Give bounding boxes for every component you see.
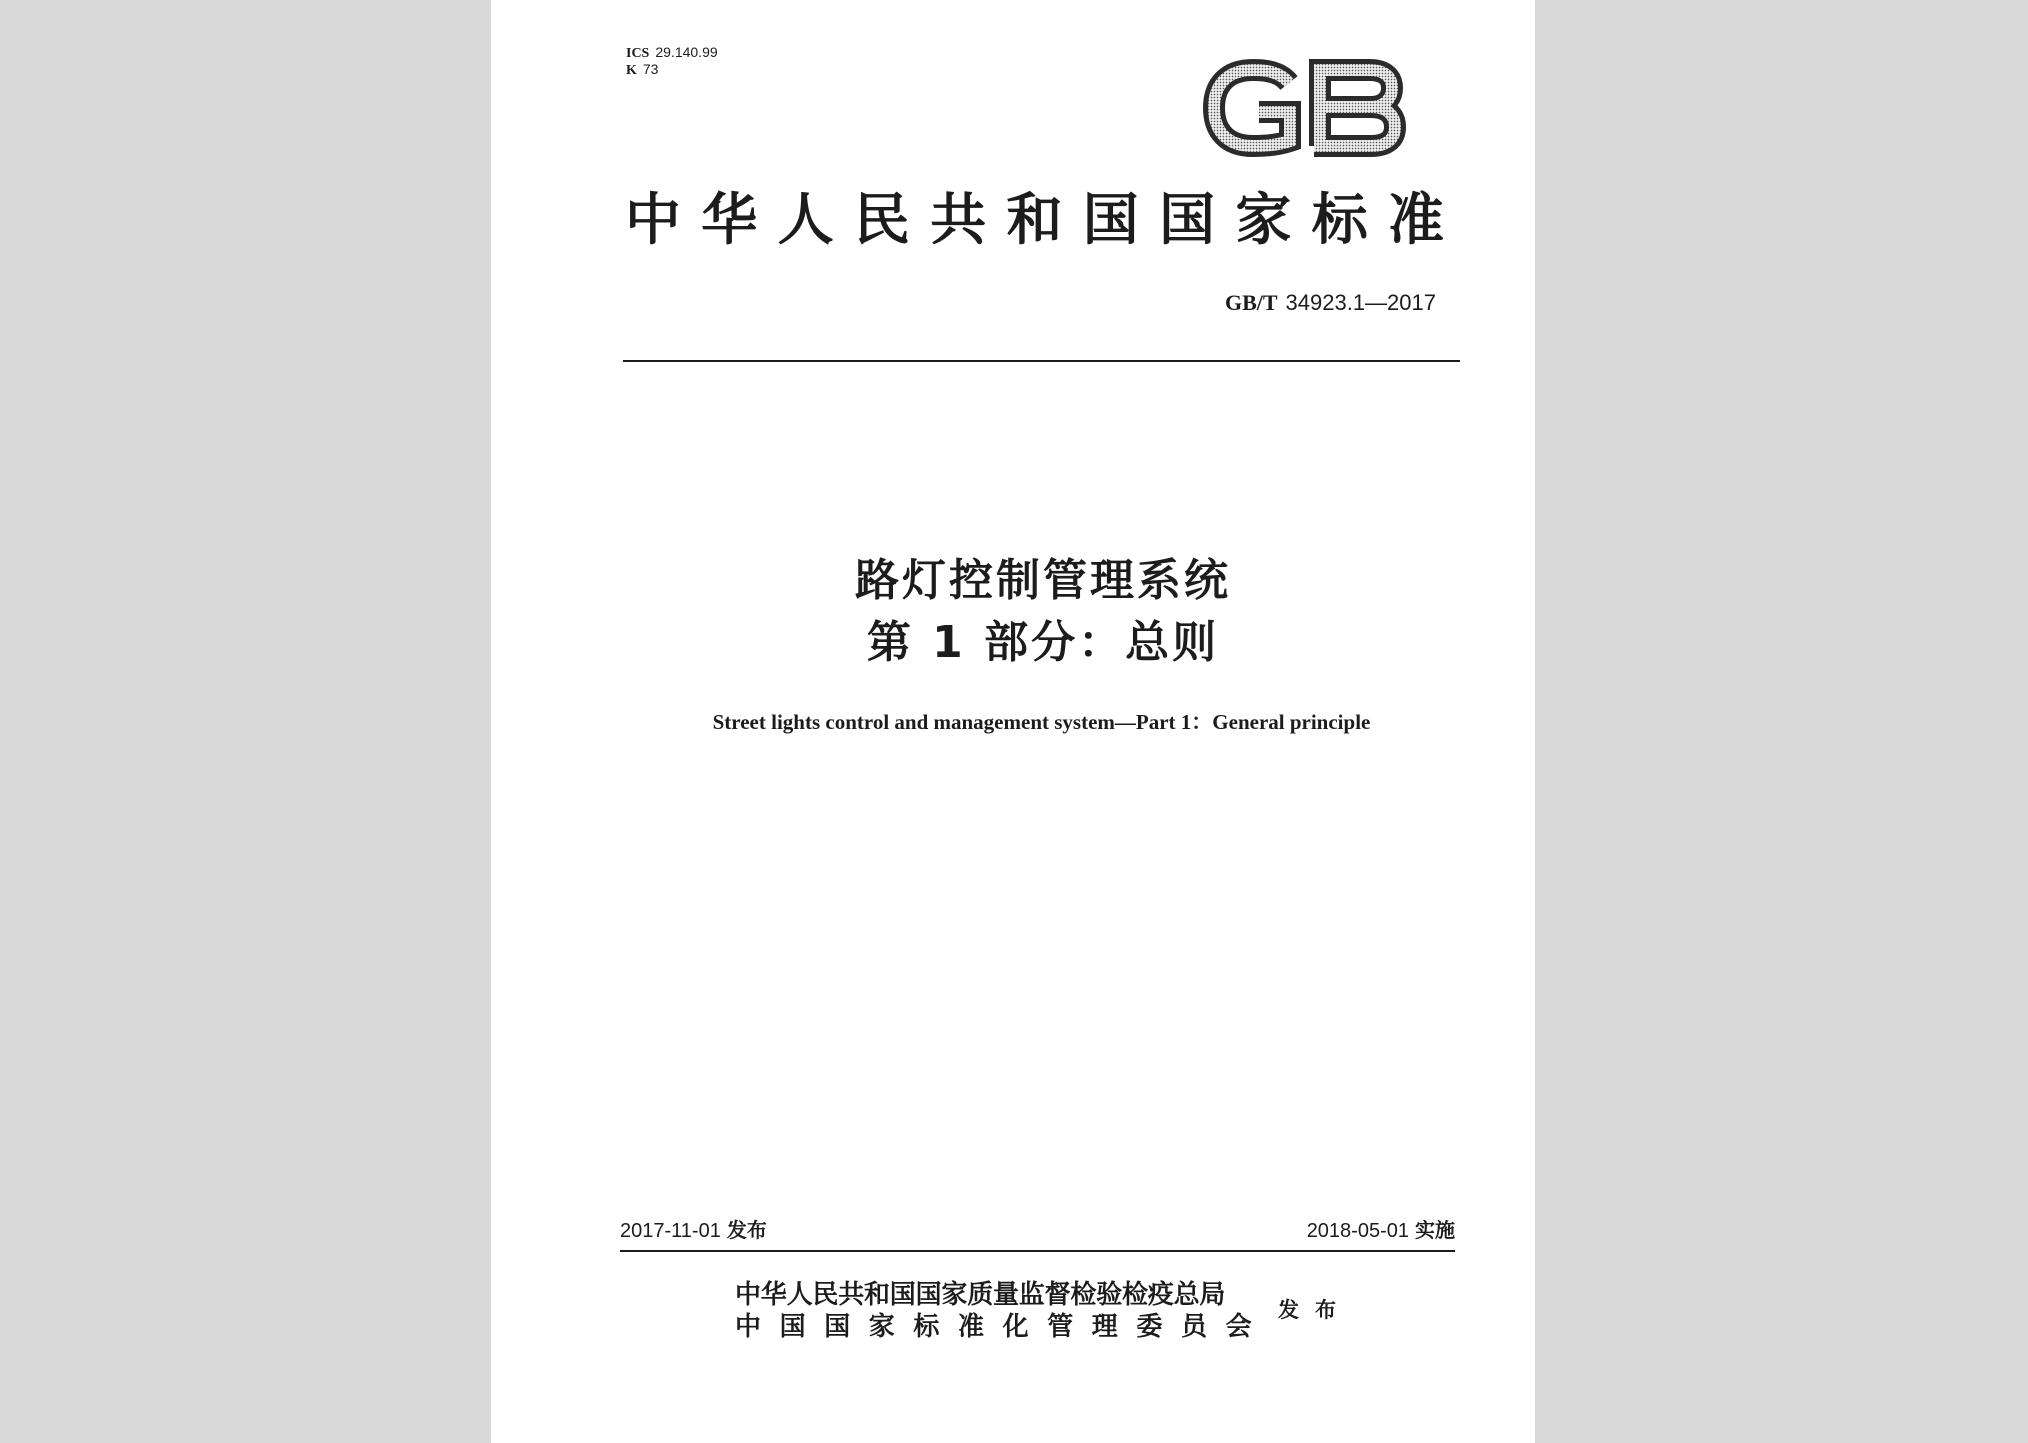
logo-letter-g <box>1214 70 1290 146</box>
issuer-sac: 中国国家标准化管理委员会 <box>735 1312 1271 1342</box>
standard-code-prefix: GB/T <box>1224 290 1278 315</box>
implementation-date <box>1307 1217 1455 1244</box>
gb-logo <box>1201 57 1407 159</box>
footer-divider <box>620 1250 1455 1252</box>
title-chinese-main: 路灯控制管理系统 <box>855 555 1231 606</box>
title-english: Street lights control and management system—Part 1：General principle <box>712 710 1371 734</box>
standard-code <box>1225 289 1436 318</box>
ics-value: 29.140.99 <box>655 44 718 60</box>
issue-date <box>620 1217 767 1244</box>
issue-date-value: 2017-11-01 <box>620 1220 721 1242</box>
ics-classification <box>626 44 718 62</box>
implementation-date-label: 实施 <box>1415 1218 1455 1242</box>
ccs-value: 73 <box>642 61 659 77</box>
document-page <box>491 0 1535 1443</box>
standard-type-heading: 中华人民共和国国家标准 <box>625 187 1465 253</box>
dates-row <box>620 1217 1455 1244</box>
ccs-classification <box>626 61 658 79</box>
issuer-aqsiq: 中华人民共和国国家质量监督检验检疫总局 <box>735 1280 1226 1310</box>
ccs-label: K <box>626 63 637 78</box>
implementation-date-value: 2018-05-01 <box>1306 1220 1409 1242</box>
header-divider <box>623 360 1460 362</box>
ics-label: ICS <box>626 46 650 61</box>
logo-letter-b <box>1314 70 1395 146</box>
standard-code-number: 34923.1—2017 <box>1285 290 1436 315</box>
issued-by-label: 发布 <box>1278 1298 1352 1322</box>
title-chinese-part: 第 1 部分：总则 <box>866 617 1220 668</box>
issue-date-label: 发布 <box>726 1218 767 1242</box>
